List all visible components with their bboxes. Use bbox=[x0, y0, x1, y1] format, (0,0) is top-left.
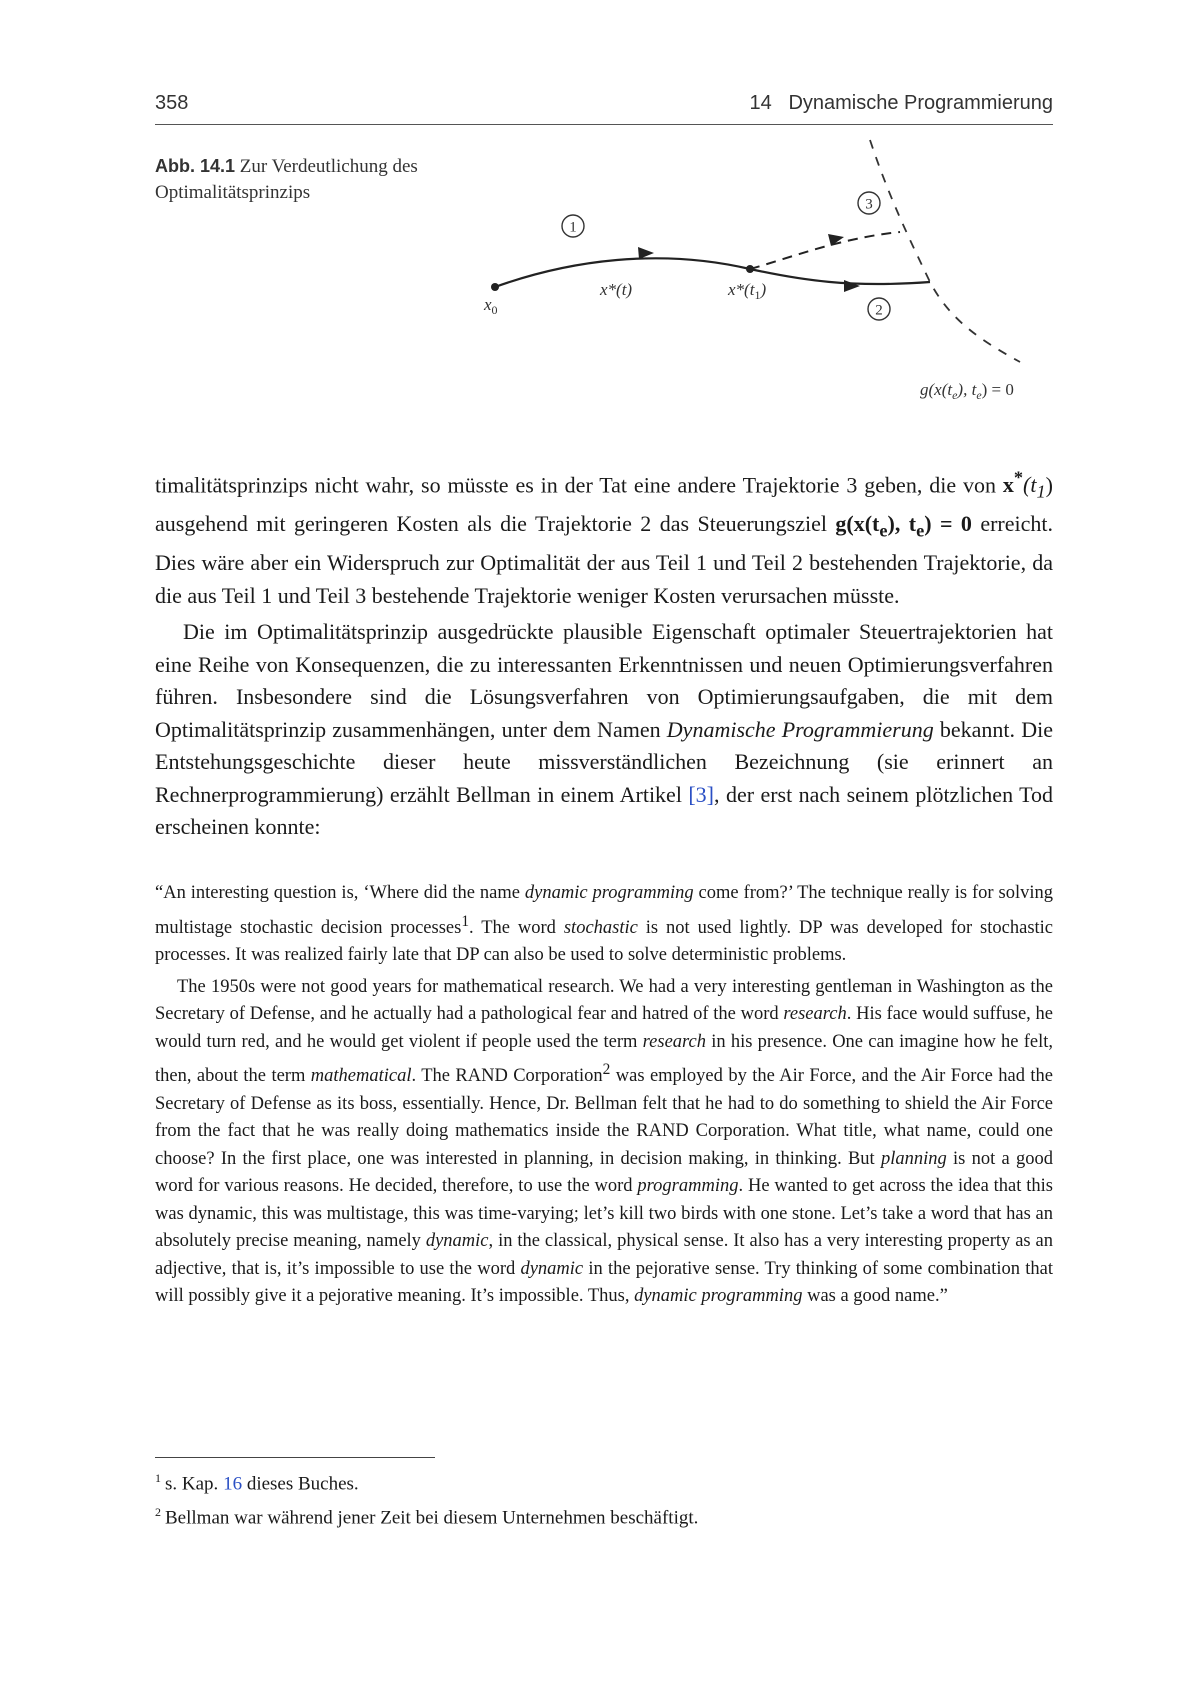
footnote-ref-2[interactable]: 2 bbox=[602, 1061, 611, 1079]
figure-label: Abb. 14.1 bbox=[155, 156, 236, 176]
arrow-head-1 bbox=[638, 247, 654, 259]
footnote-2: $^2$ Bellman war während jener Zeit bei diesem Unternehmen beschäftigt. bbox=[155, 1505, 699, 1529]
label-x-star-t: x*(t) bbox=[600, 280, 633, 299]
footnote-ref-1[interactable]: 1 bbox=[461, 912, 470, 930]
bellman-quote bbox=[155, 880, 1053, 1311]
paragraph-2: Die im Optimalitätsprinzip ausgedrückte plausible Eigenschaft optimaler Steuertrajektorien hat eine Reihe von Konsequenzen, die zu interessanten Erkenntnissen und neuen Optimierungsverfahren führen. Insbesondere sind die Lösungsverfahren von Optimierungsaufgaben, die mit dem Optimalitätsprinzip zusammenhängen, unter dem Namen Dynamische Programmierung bekannt. Die Entstehungsgeschichte dieser heute missverständlichen Bezeichnung (sie erinnert an Rechnerprogrammierung) erzählt Bellman in einem Artikel [3], der erst nach seinem plötzlichen Tod erscheinen konnte: bbox=[155, 619, 1054, 840]
intermediate-point bbox=[746, 265, 754, 273]
emphasis-dynamische-programmierung: Dynamische Programmierung bbox=[666, 716, 934, 742]
label-x0-main: x bbox=[484, 295, 492, 314]
trajectory-part-2 bbox=[750, 269, 930, 284]
terminal-mid: ), t bbox=[957, 380, 977, 399]
page-number: 358 bbox=[155, 92, 189, 114]
symbol-goal-condition: $g(x(t_e)$, $t_e) = 0$ bbox=[835, 511, 972, 541]
symbol-x-star: x* bbox=[1002, 468, 1024, 498]
terminal-manifold-curve bbox=[870, 140, 1020, 362]
footnotes bbox=[155, 1464, 1053, 1533]
circle-label-3-text: 3 bbox=[865, 196, 873, 213]
body-paragraphs bbox=[155, 462, 1053, 844]
label-x-star-t1-main: x*(t bbox=[728, 280, 755, 299]
chapter-title: 14 Dynamische Programmierung bbox=[749, 92, 1053, 114]
figure-caption bbox=[155, 153, 455, 206]
footnote-1: $^1$ s. Kap. 16 dieses Buches. bbox=[155, 1471, 359, 1495]
quote-paragraph-1: “An interesting question is, ‘Where did the name dynamic programming come from?’ The technique really is for solving multistage stochastic decision processes$^1$. The word stochastic is not used lightly. DP was developed for stochastic processes. It was realized fairly late that DP can also be used to solve deterministic problems. bbox=[155, 883, 1054, 966]
figure-caption-text: Zur Verdeutlichung des Optimalitätsprinzips bbox=[155, 156, 418, 203]
terminal-sub-1: e bbox=[952, 388, 958, 402]
chapter-link-16[interactable]: 16 bbox=[223, 1473, 243, 1495]
footnote-divider bbox=[155, 1457, 435, 1458]
label-terminal-condition bbox=[920, 380, 1014, 402]
circle-label-1-text: 1 bbox=[569, 219, 577, 236]
paragraph-1: timalitätsprinzips nicht wahr, so müsste es in der Tat eine andere Trajektorie 3 geben, die von $x^*(t_1)$ ausgehend mit geringeren Kosten als die Trajektorie 2 das Steuerungsziel $g(x(t_e)$, $t_e) = 0$ erreicht. Dies wäre aber ein Widerspruch zur Optimalität der aus Teil 1 und Teil 2 bestehenden Trajektorie, da die aus Teil 1 und Teil 3 bestehende Trajektorie weniger Kosten verursachen müsste. bbox=[155, 468, 1053, 608]
terminal-a: g(x(t bbox=[920, 380, 953, 399]
label-x-star-t1: $x*(t_1)$ bbox=[728, 280, 767, 302]
circle-label-3 bbox=[858, 192, 880, 214]
running-head bbox=[155, 88, 1053, 125]
quote-paragraph-2: The 1950s were not good years for mathematical research. We had a very interesting gentleman in Washington as the Secretary of Defense, and he actually had a pathological fear and hatred of the word research. His face would suffuse, he would turn red, and he would get violent if people used the term research in his presence. One can imagine how he felt, then, about the term mathematical. The RAND Corporation$^2$ was employed by the Air Force, and the Air Force had the Secretary of Defense as its boss, essentially. Hence, Dr. Bellman felt that he had to do something to shield the Air Force from the fact that he was really doing mathematics inside the RAND Corporation. What title, what name, could one choose? In the first place, one was interested in planning, in decision making, in thinking. But planning is not a good word for various reasons. He decided, therefore, to use the word programming. He wanted to get across the idea that this was dynamic, this was multistage, this was time-varying; let’s kill two birds with one stone. Let’s take a word that has an absolutely precise meaning, namely dynamic, in the classical, physical sense. It also has a very interesting property as an adjective, that is, it’s impossible to use the word dynamic in the pejorative sense. Try thinking of some combination that will possibly give it a pejorative meaning. It’s impossible. Thus, dynamic programming was a good name.” bbox=[155, 976, 1054, 1307]
label-x0-sub: 0 bbox=[491, 303, 498, 317]
start-point bbox=[491, 283, 499, 291]
arrow-head-2 bbox=[844, 280, 860, 292]
citation-link-3[interactable]: [3] bbox=[688, 781, 715, 807]
circle-label-2-text: 2 bbox=[875, 302, 883, 319]
optimality-principle-diagram bbox=[460, 140, 1080, 410]
label-x0 bbox=[483, 295, 498, 317]
circle-label-2 bbox=[868, 298, 890, 320]
label-x-star-t1-sub: 1 bbox=[754, 288, 761, 302]
circle-label-1 bbox=[562, 215, 584, 237]
trajectory-part-3 bbox=[750, 232, 900, 269]
terminal-end: ) = 0 bbox=[981, 380, 1014, 399]
terminal-sub-2: e bbox=[976, 388, 982, 402]
